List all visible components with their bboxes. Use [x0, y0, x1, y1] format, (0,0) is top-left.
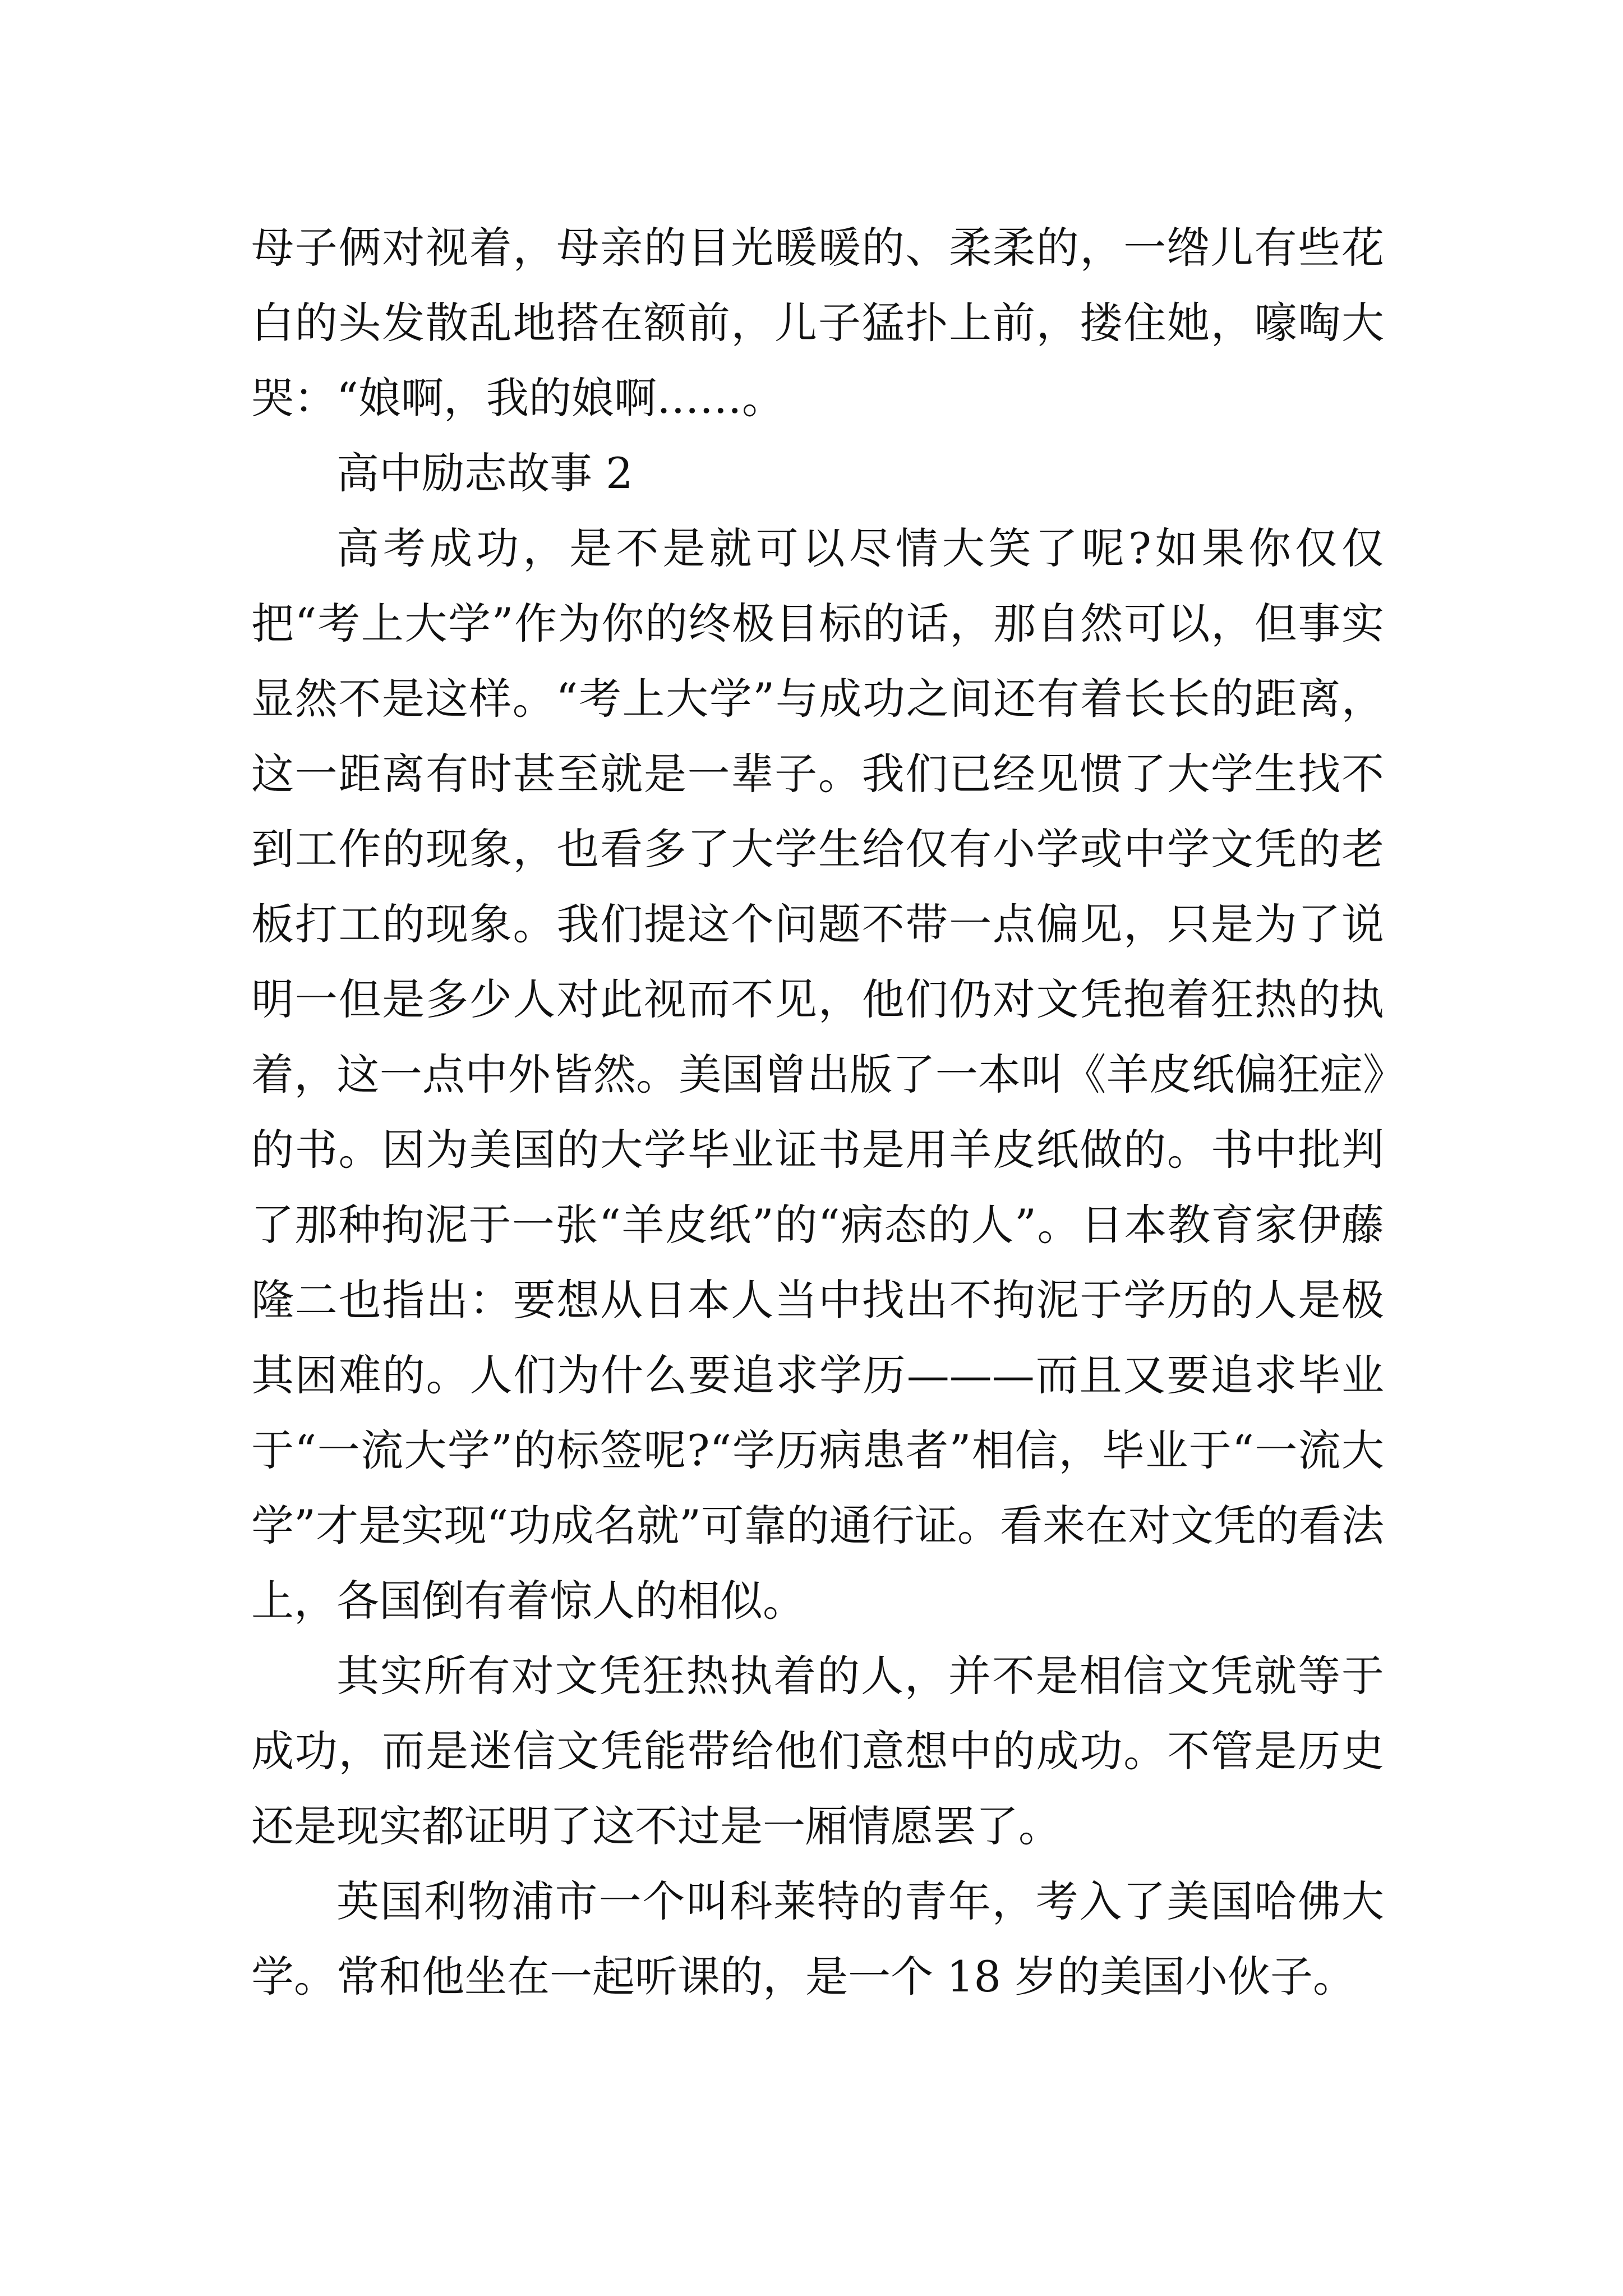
document-page — [251, 210, 1384, 2014]
continuation-paragraph: 母子俩对视着，母亲的目光暖暖的、柔柔的，一绺儿有些花白的头发散乱地搭在额前，儿子猛扑上前，搂住她，嚎啕大哭：“娘啊，我的娘啊……。 — [251, 223, 1384, 423]
body-paragraph: 英国利物浦市一个叫科莱特的青年，考入了美国哈佛大学。常和他坐在一起听课的，是一个 18 岁的美国小伙子。 — [251, 1876, 1384, 2001]
body-paragraph: 其实所有对文凭狂热执着的人，并不是相信文凭就等于成功，而是迷信文凭能带给他们意想中的成功。不管是历史还是现实都证明了这不过是一厢情愿罢了。 — [251, 1651, 1384, 1851]
section-title: 高中励志故事 2 — [336, 448, 633, 498]
body-paragraph: 高考成功，是不是就可以尽情大笑了呢?如果你仅仅把“考上大学”作为你的终极目标的话，那自然可以，但事实显然不是这样。“考上大学”与成功之间还有着长长的距离，这一距离有时甚至就是一辈子。我们已经见惯了大学生找不到工作的现象，也看多了大学生给仅有小学或中学文凭的老板打工的现象。我们提这个问题不带一点偏见，只是为了说明一但是多少人对此视而不见，他们仍对文凭抱着狂热的执着，这一点中外皆然。美国曾出版了一本叫《羊皮纸偏狂症》的书。因为美国的大学毕业证书是用羊皮纸做的。书中批判了那种拘泥于一张“羊皮纸”的“病态的人”。日本教育家伊藤隆二也指出：要想从日本人当中找出不拘泥于学历的人是极其困难的。人们为什么要追求学历———而且又要追求毕业于“一流大学”的标签呢?“学历病患者”相信，毕业于“一流大学”才是实现“功成名就”可靠的通行证。看来在对文凭的看法上，各国倒有着惊人的相似。 — [251, 523, 1384, 1626]
